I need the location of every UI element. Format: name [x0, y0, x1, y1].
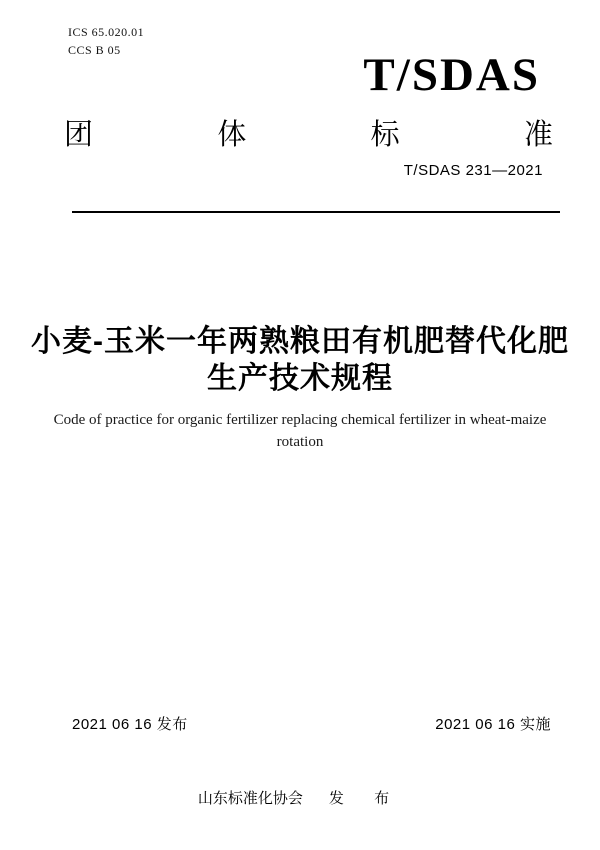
header-rule-divider	[72, 211, 560, 213]
standard-type-char: 体	[217, 119, 247, 151]
document-title-line1: 小麦-玉米一年两熟粮田有机肥替代化肥	[31, 325, 569, 358]
standard-type-char: 标	[370, 119, 400, 151]
document-title-line2: 生产技术规程	[207, 362, 393, 395]
issue-date: 2021 06 16 发布	[72, 716, 188, 733]
standard-type-char: 准	[523, 119, 553, 151]
date-row	[72, 713, 551, 734]
ics-code: ICS 65.020.01	[68, 25, 145, 39]
implementation-date: 2021 06 16 实施	[435, 716, 551, 733]
document-title-english-line2: rotation	[276, 434, 324, 450]
ccs-code: CCS B 05	[68, 43, 121, 57]
document-title-english	[40, 409, 560, 453]
publisher-row	[0, 787, 600, 808]
publisher-name: 山东标准化协会	[197, 790, 303, 807]
classification-codes	[68, 23, 144, 59]
document-title-english-line1: Code of practice for organic fertilizer replacing chemical fertilizer in wheat-maize	[53, 412, 547, 428]
standard-number: T/SDAS 231—2021	[403, 162, 543, 179]
document-title	[0, 323, 600, 397]
standard-type-char: 团	[64, 119, 94, 151]
publish-label: 发 布	[328, 790, 403, 807]
standard-type-heading	[64, 112, 553, 153]
standard-body-logo: T/SDAS	[363, 49, 540, 101]
